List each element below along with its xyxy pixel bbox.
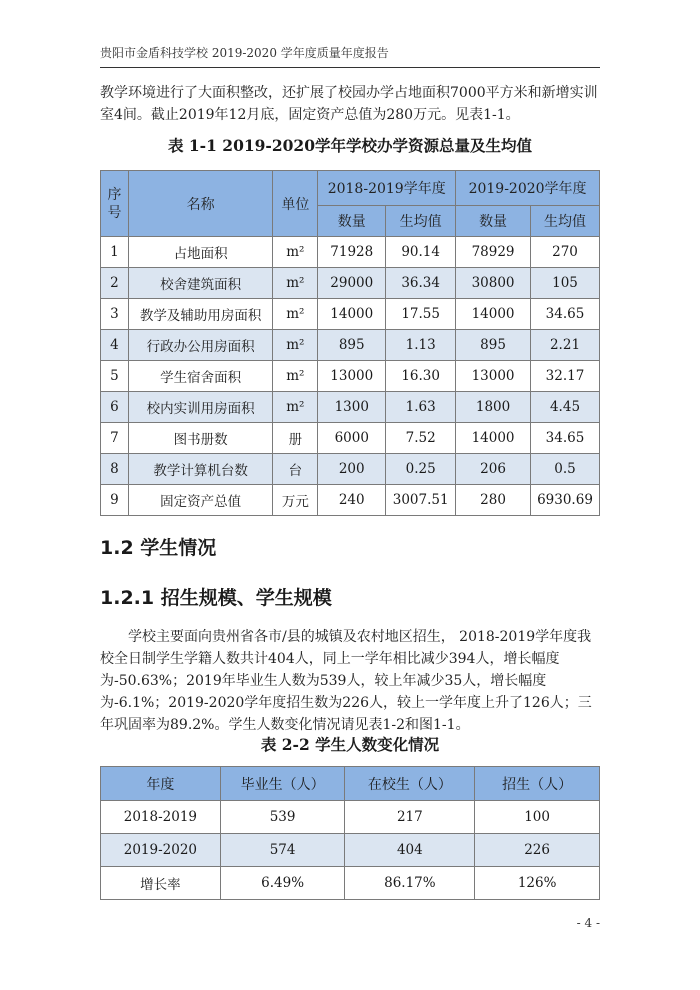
section-heading-1-2-1: 1.2.1 招生规模、学生规模 xyxy=(100,587,332,609)
cell-no: 1 xyxy=(101,237,129,268)
cell-graduates: 574 xyxy=(220,834,345,867)
cell-a1: 7.52 xyxy=(386,423,456,454)
intro-paragraph: 教学环境进行了大面积整改，还扩展了校园办学占地面积7000平方米和新增实训室4间。截止2019年12月底，固定资产总值为280万元。见表1-1。 xyxy=(100,85,598,123)
cell-q1: 6000 xyxy=(318,423,386,454)
cell-enrolled: 86.17% xyxy=(345,867,475,900)
col-enrolled-header: 在校生（人） xyxy=(345,767,475,801)
cell-a2: 6930.69 xyxy=(531,485,600,516)
table-row xyxy=(101,834,600,867)
col-year2-header: 2019-2020学年度 xyxy=(456,171,600,206)
cell-no: 7 xyxy=(101,423,129,454)
cell-enrolled: 217 xyxy=(345,801,475,834)
resources-table xyxy=(100,170,600,516)
cell-q2: 280 xyxy=(456,485,531,516)
cell-name: 校内实训用房面积 xyxy=(128,392,272,423)
table-row xyxy=(101,237,600,268)
cell-unit: 册 xyxy=(273,423,318,454)
cell-unit: m² xyxy=(273,361,318,392)
cell-no: 9 xyxy=(101,485,129,516)
cell-graduates: 6.49% xyxy=(220,867,345,900)
cell-a2: 2.21 xyxy=(531,330,600,361)
cell-name: 学生宿舍面积 xyxy=(128,361,272,392)
cell-admissions: 100 xyxy=(475,801,600,834)
body-paragraph: 学校主要面向贵州省各市/县的城镇及农村地区招生， 2018-2019学年度我校全日制学生学籍人数共计404人，同上一学年相比减少394人，增长幅度为-50.63%；2019年毕业生人数为539人，较上年减少35人，增长幅度为-6.1%；2019-2020学年度招生数为226人，较上一学年度上升了126人；三年巩固率为89.2%。学生人数变化情况请见表1-2和图1-1。 xyxy=(100,629,592,733)
cell-q1: 1300 xyxy=(318,392,386,423)
col-name-header: 名称 xyxy=(128,171,272,237)
cell-year: 2018-2019 xyxy=(101,801,221,834)
col-admissions-header: 招生（人） xyxy=(475,767,600,801)
cell-name: 教学及辅助用房面积 xyxy=(128,299,272,330)
cell-no: 4 xyxy=(101,330,129,361)
cell-no: 3 xyxy=(101,299,129,330)
cell-a1: 90.14 xyxy=(386,237,456,268)
cell-unit: m² xyxy=(273,330,318,361)
cell-q1: 200 xyxy=(318,454,386,485)
cell-admissions: 126% xyxy=(475,867,600,900)
cell-no: 2 xyxy=(101,268,129,299)
col-year-header: 年度 xyxy=(101,767,221,801)
cell-a1: 17.55 xyxy=(386,299,456,330)
student-count-table xyxy=(100,766,600,900)
table1-caption: 表 1-1 2019-2020学年学校办学资源总量及生均值 xyxy=(167,136,532,155)
table-row xyxy=(101,485,600,516)
section-heading-1-2: 1.2 学生情况 xyxy=(100,537,217,559)
cell-q2: 206 xyxy=(456,454,531,485)
cell-a1: 16.30 xyxy=(386,361,456,392)
cell-q2: 30800 xyxy=(456,268,531,299)
cell-q2: 13000 xyxy=(456,361,531,392)
cell-a1: 3007.51 xyxy=(386,485,456,516)
cell-admissions: 226 xyxy=(475,834,600,867)
col-index-header: 序号 xyxy=(101,171,129,237)
cell-a1: 0.25 xyxy=(386,454,456,485)
cell-name: 固定资产总值 xyxy=(128,485,272,516)
cell-year: 增长率 xyxy=(101,867,221,900)
cell-name: 校舍建筑面积 xyxy=(128,268,272,299)
cell-no: 6 xyxy=(101,392,129,423)
table-row xyxy=(101,801,600,834)
cell-a1: 36.34 xyxy=(386,268,456,299)
cell-q1: 14000 xyxy=(318,299,386,330)
cell-a2: 0.5 xyxy=(531,454,600,485)
cell-unit: 万元 xyxy=(273,485,318,516)
cell-a1: 1.63 xyxy=(386,392,456,423)
cell-name: 图书册数 xyxy=(128,423,272,454)
cell-enrolled: 404 xyxy=(345,834,475,867)
cell-a2: 270 xyxy=(531,237,600,268)
cell-q2: 1800 xyxy=(456,392,531,423)
table-row xyxy=(101,330,600,361)
col-qty1-header: 数量 xyxy=(318,206,386,237)
cell-no: 8 xyxy=(101,454,129,485)
table-row xyxy=(101,423,600,454)
cell-unit: m² xyxy=(273,268,318,299)
cell-unit: m² xyxy=(273,237,318,268)
cell-q2: 78929 xyxy=(456,237,531,268)
cell-q1: 895 xyxy=(318,330,386,361)
cell-no: 5 xyxy=(101,361,129,392)
page-number: - 4 - xyxy=(576,916,600,930)
col-unit-header: 单位 xyxy=(273,171,318,237)
cell-graduates: 539 xyxy=(220,801,345,834)
cell-unit: m² xyxy=(273,392,318,423)
col-avg1-header: 生均值 xyxy=(386,206,456,237)
table-row xyxy=(101,392,600,423)
cell-unit: 台 xyxy=(273,454,318,485)
col-avg2-header: 生均值 xyxy=(531,206,600,237)
cell-a2: 4.45 xyxy=(531,392,600,423)
cell-a2: 34.65 xyxy=(531,299,600,330)
cell-q1: 13000 xyxy=(318,361,386,392)
cell-a1: 1.13 xyxy=(386,330,456,361)
cell-a2: 105 xyxy=(531,268,600,299)
cell-unit: m² xyxy=(273,299,318,330)
cell-q2: 14000 xyxy=(456,299,531,330)
cell-q2: 14000 xyxy=(456,423,531,454)
cell-q1: 71928 xyxy=(318,237,386,268)
cell-name: 行政办公用房面积 xyxy=(128,330,272,361)
cell-name: 占地面积 xyxy=(128,237,272,268)
cell-a2: 32.17 xyxy=(531,361,600,392)
col-year1-header: 2018-2019学年度 xyxy=(318,171,456,206)
table-row xyxy=(101,454,600,485)
cell-name: 教学计算机台数 xyxy=(128,454,272,485)
table-row xyxy=(101,268,600,299)
cell-q1: 240 xyxy=(318,485,386,516)
col-graduates-header: 毕业生（人） xyxy=(220,767,345,801)
page-header: 贵阳市金盾科技学校 2019-2020 学年度质量年度报告 xyxy=(100,44,600,68)
cell-q2: 895 xyxy=(456,330,531,361)
cell-q1: 29000 xyxy=(318,268,386,299)
table-row xyxy=(101,867,600,900)
col-qty2-header: 数量 xyxy=(456,206,531,237)
cell-a2: 34.65 xyxy=(531,423,600,454)
table2-caption: 表 2-2 学生人数变化情况 xyxy=(260,735,440,754)
table-row xyxy=(101,299,600,330)
table-row xyxy=(101,361,600,392)
cell-year: 2019-2020 xyxy=(101,834,221,867)
